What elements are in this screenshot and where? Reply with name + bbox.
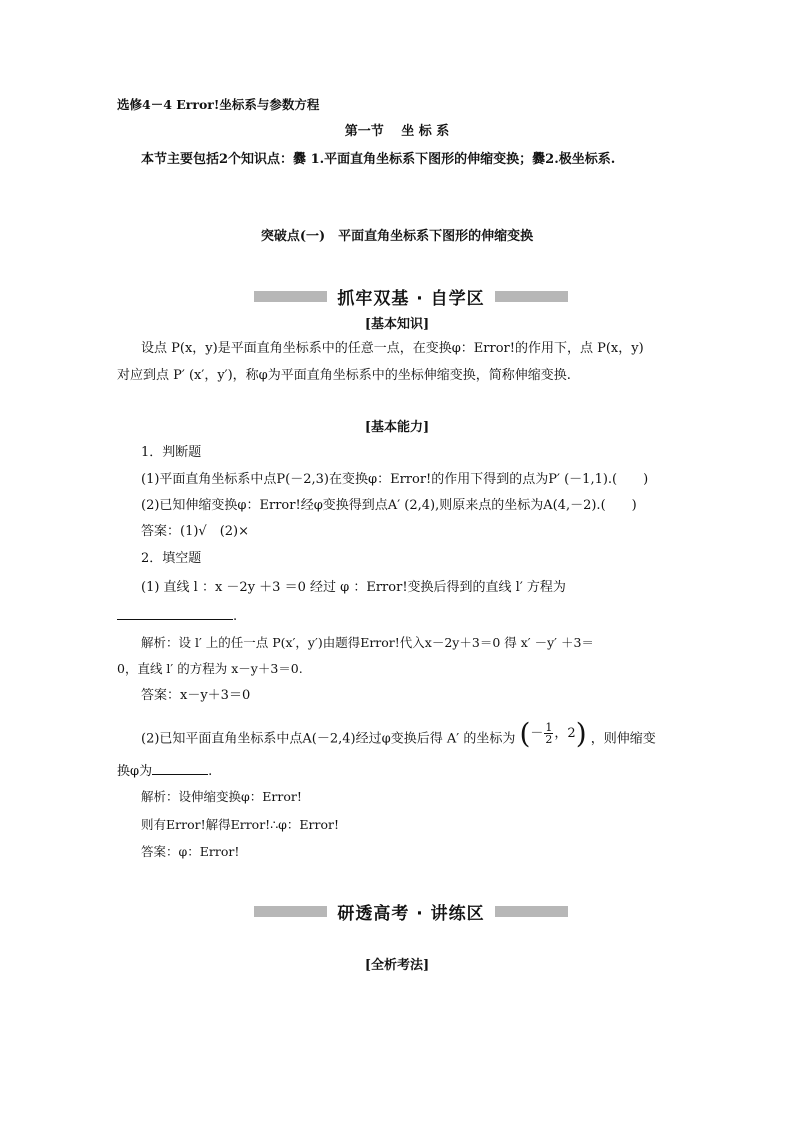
q2-1-solution-a: 解析：设 l′ 上的任一点 P(x′，y′)由题得Error!代入x－2y＋3＝0 得 x′ －y′ ＋3＝ [141, 635, 594, 650]
left-paren: ( [519, 716, 531, 750]
q2-2-text: (2)已知平面直角坐标系中点A(－2,4)经过φ变换后得 A′ 的坐标为 [141, 731, 516, 747]
fraction-numerator: 1 [545, 721, 553, 734]
fraction [544, 722, 553, 745]
fraction-denominator: 2 [545, 733, 553, 746]
q1-answer: 答案：(1)√ (2)× [141, 524, 250, 539]
q1-item-1: (1)平面直角坐标系中点P(－2,3)在变换φ：Error!的作用下得到的点为P′ (－1,1).( ) [141, 472, 649, 487]
period: . [233, 609, 238, 624]
q2-item-1-blank-line [117, 605, 237, 627]
q2-1-solution-b: 0，直线 l′ 的方程为 x－y＋3＝0. [117, 661, 303, 676]
banner-bar-right [495, 291, 568, 302]
q2-2-solution-2: 则有Error!解得Error!∴φ：Error! [141, 817, 340, 832]
q2-title: 2．填空题 [141, 551, 202, 566]
q2-2-answer: 答案：φ：Error! [141, 844, 240, 859]
right-paren: ) [575, 716, 587, 750]
banner-bar-left [254, 291, 327, 302]
q2-item-1: (1) 直线 l ：x －2y ＋3 ＝0 经过 φ ：Error!变换后得到的直线 l′ 方程为 [141, 580, 566, 595]
intro-text: 本节主要包括2个知识点：爨 1.平面直角坐标系下图形的伸缩变换；爨2.极坐标系. [141, 152, 616, 167]
knowledge-heading: [基本知识] [364, 317, 430, 332]
banner-bar-right [495, 906, 568, 917]
knowledge-line-2: 对应到点 P′ (x′，y′)，称φ为平面直角坐标系中的坐标伸缩变换，简称伸缩变换. [117, 368, 571, 383]
answer-blank [117, 605, 233, 620]
q2-1-answer: 答案：x－y＋3＝0 [141, 688, 251, 703]
ability-heading: [基本能力] [364, 420, 430, 435]
q2-2-text-end: ，则伸缩变 [590, 731, 656, 747]
answer-blank [152, 760, 208, 775]
q1-item-2: (2)已知伸缩变换φ：Error!经φ变换得到点A′ (2,4),则原来点的坐标为A(4,－2).( ) [141, 498, 637, 513]
q2-2-line2-text: 换φ为 [117, 764, 153, 779]
coordinate-expression [519, 716, 587, 750]
banner-title: 研透高考 · 讲练区 [337, 903, 485, 924]
knowledge-line-1: 设点 P(x，y)是平面直角坐标系中的任意一点，在变换φ：Error!的作用下，点 P(x，y) [141, 341, 644, 356]
banner-self-study [254, 283, 568, 309]
q2-item-2-line-2 [117, 760, 212, 782]
banner-exam-practice [254, 898, 568, 924]
section-title: 第一节 坐 标 系 [344, 124, 450, 139]
analysis-heading: [全析考法] [364, 958, 430, 973]
q2-item-2 [141, 716, 656, 750]
q1-title: 1．判断题 [141, 445, 202, 460]
minus-sign: － [530, 725, 544, 741]
banner-title: 抓牢双基 · 自学区 [337, 288, 485, 309]
course-line: 选修4－4 Error!坐标系与参数方程 [117, 97, 320, 112]
period: . [208, 764, 213, 779]
banner-bar-left [254, 906, 327, 917]
topic-heading: 突破点(一) 平面直角坐标系下图形的伸缩变换 [260, 229, 534, 244]
coordinate-rest: ，2 [554, 725, 576, 741]
q2-2-solution-1: 解析：设伸缩变换φ：Error! [141, 789, 302, 804]
